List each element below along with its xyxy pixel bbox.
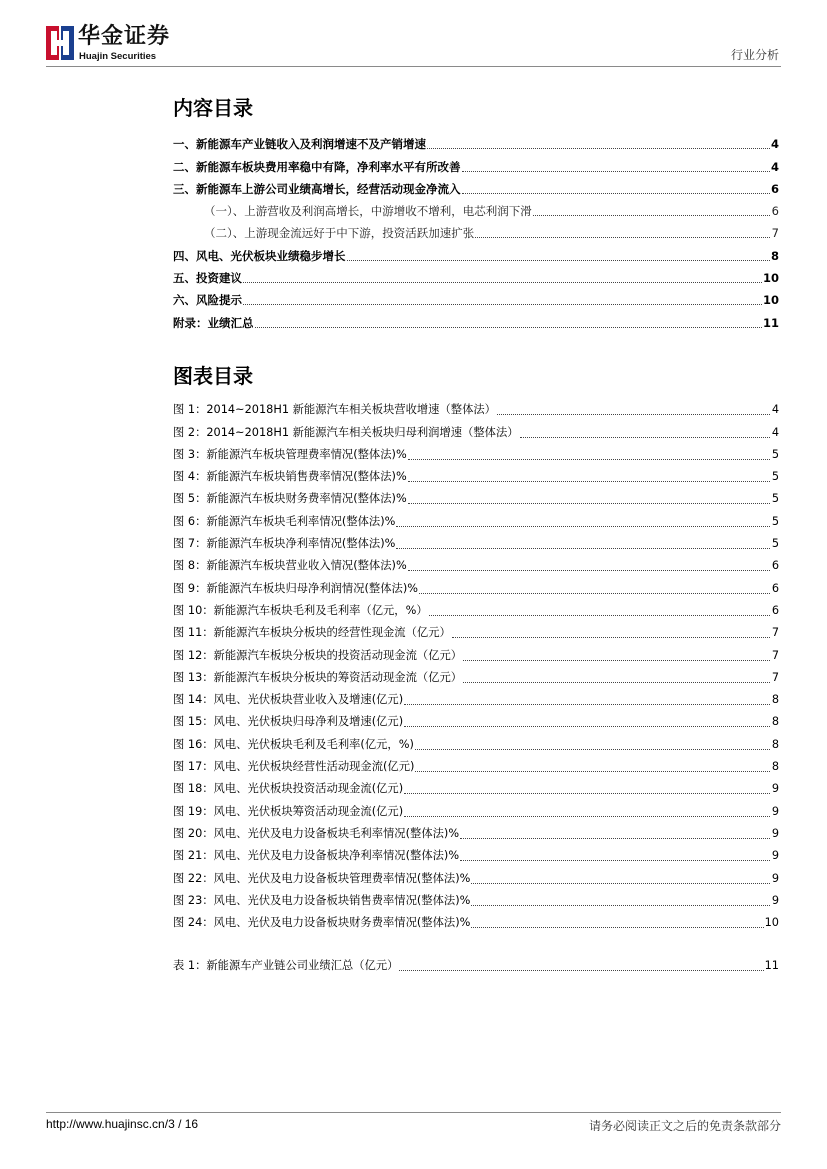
toc-entry[interactable] xyxy=(173,796,779,818)
toc-entry[interactable] xyxy=(173,529,779,551)
toc-entry-label: 图 18：风电、光伏板块投资活动现金流(亿元) xyxy=(173,782,404,796)
toc-entry-page: 11 xyxy=(764,959,779,973)
toc-entry[interactable] xyxy=(173,819,779,841)
toc-entry[interactable] xyxy=(173,484,779,506)
dot-leader xyxy=(399,961,763,971)
toc-entry[interactable] xyxy=(173,663,779,685)
footer-divider xyxy=(46,1112,781,1113)
toc-entry[interactable] xyxy=(173,640,779,662)
toc-entry-label: 图 14：风电、光伏板块营业收入及增速(亿元) xyxy=(173,693,404,707)
toc-entry-label: 图 13：新能源汽车板块分板块的筹资活动现金流（亿元） xyxy=(173,670,463,684)
toc-entry-page: 4 xyxy=(771,425,779,439)
toc-entry[interactable] xyxy=(173,263,779,285)
toc-entry-page: 5 xyxy=(771,447,779,461)
toc-entry[interactable] xyxy=(173,573,779,595)
toc-entry-page: 9 xyxy=(771,849,779,863)
toc-entry[interactable] xyxy=(173,729,779,751)
dot-leader xyxy=(475,228,770,238)
toc-entry[interactable] xyxy=(173,774,779,796)
toc-entry[interactable] xyxy=(173,618,779,640)
toc-entry-label: 三、新能源车上游公司业绩高增长，经营活动现金净流入 xyxy=(173,181,461,196)
dot-leader xyxy=(497,405,770,415)
toc-entry[interactable] xyxy=(173,841,779,863)
logo-english-name: Huajin Securities xyxy=(79,51,157,62)
toc-entry[interactable] xyxy=(173,752,779,774)
toc-entry-label: （一）、上游营收及利润高增长，中游增收不增利，电芯利润下滑 xyxy=(204,204,532,219)
toc-entry-label: 图 17：风电、光伏板块经营性活动现金流(亿元) xyxy=(173,760,415,774)
toc-entry[interactable] xyxy=(173,863,779,885)
toc-entry-label: 图 1：2014~2018H1 新能源汽车相关板块营收增速（整体法） xyxy=(173,403,496,417)
page-number: 3 / 16 xyxy=(168,1117,199,1131)
toc-entry-label: 图 23：风电、光伏及电力设备板块销售费率情况(整体法)% xyxy=(173,893,471,907)
toc-entry-page: 6 xyxy=(771,559,779,573)
toc-entry[interactable] xyxy=(173,707,779,729)
dot-leader xyxy=(243,273,762,283)
toc-entry-label: 图 15：风电、光伏板块归母净利及增速(亿元) xyxy=(173,715,404,729)
toc-entry[interactable] xyxy=(173,685,779,707)
toc-entry-page: 5 xyxy=(771,537,779,551)
dot-leader xyxy=(460,851,770,861)
toc-entry-page: 8 xyxy=(771,693,779,707)
toc-entry-page: 5 xyxy=(771,514,779,528)
toc-entry-page: 7 xyxy=(771,626,779,640)
toc-entry-label: 图 8：新能源汽车板块营业收入情况(整体法)% xyxy=(173,559,407,573)
toc-entry-label: 图 20：风电、光伏及电力设备板块毛利率情况(整体法)% xyxy=(173,826,460,840)
toc-entry-label: 图 12：新能源汽车板块分板块的投资活动现金流（亿元） xyxy=(173,648,463,662)
toc-entry[interactable] xyxy=(173,196,779,218)
toc-entry-page: 7 xyxy=(771,648,779,662)
toc-entry-page: 7 xyxy=(771,226,779,241)
report-category: 行业分析 xyxy=(730,48,779,62)
toc-entry-label: 图 19：风电、光伏板块筹资活动现金流(亿元) xyxy=(173,804,404,818)
toc-entry[interactable] xyxy=(173,218,779,240)
toc-entry-page: 9 xyxy=(771,826,779,840)
tables-list xyxy=(173,951,779,973)
dot-leader xyxy=(463,651,770,661)
toc-entry-page: 5 xyxy=(771,492,779,506)
toc-entry[interactable] xyxy=(173,462,779,484)
toc-entry-label: 六、风险提示 xyxy=(173,293,242,308)
dot-leader xyxy=(471,918,763,928)
toc-entry[interactable] xyxy=(173,285,779,307)
toc-entry-page: 4 xyxy=(770,159,779,174)
figures-list xyxy=(173,395,779,930)
dot-leader xyxy=(415,740,770,750)
dot-leader xyxy=(408,472,770,482)
toc-entry[interactable] xyxy=(173,240,779,262)
toc-entry[interactable] xyxy=(173,417,779,439)
toc-entry-page: 6 xyxy=(771,603,779,617)
toc-entry-page: 6 xyxy=(770,181,779,196)
toc-entry-page: 9 xyxy=(771,871,779,885)
toc-entry[interactable] xyxy=(173,307,779,329)
toc-entry-page: 6 xyxy=(771,581,779,595)
toc-entry-label: 一、新能源车产业链收入及利润增速不及产销增速 xyxy=(173,137,426,152)
dot-leader xyxy=(404,717,770,727)
toc-entry-page: 6 xyxy=(771,204,779,219)
footer-disclaimer: 请务必阅读正文之后的免责条款部分 xyxy=(588,1119,781,1133)
toc-entry-label: 图 24：风电、光伏及电力设备板块财务费率情况(整体法)% xyxy=(173,916,471,930)
dot-leader xyxy=(255,318,762,328)
toc-entry-label: 图 21：风电、光伏及电力设备板块净利率情况(整体法)% xyxy=(173,849,460,863)
toc-entry[interactable] xyxy=(173,395,779,417)
toc-entry-label: 图 11：新能源汽车板块分板块的经营性现金流（亿元） xyxy=(173,626,451,640)
dot-leader xyxy=(419,584,770,594)
toc-entry-label: 图 4：新能源汽车板块销售费率情况(整体法)% xyxy=(173,470,407,484)
toc-entry-label: 图 7：新能源汽车板块净利率情况(整体法)% xyxy=(173,537,396,551)
toc-entry-label: 二、新能源车板块费用率稳中有降，净利率水平有所改善 xyxy=(173,159,461,174)
toc-entry[interactable] xyxy=(173,440,779,462)
toc-entry-label: 五、投资建议 xyxy=(173,271,242,286)
contents-title: 内容目录 xyxy=(173,96,253,120)
toc-entry-page: 11 xyxy=(762,315,779,330)
toc-entry-label: 图 16：风电、光伏板块毛利及毛利率(亿元，%) xyxy=(173,737,414,751)
toc-entry-label: 图 2：2014~2018H1 新能源汽车相关板块归母利润增速（整体法） xyxy=(173,425,519,439)
dot-leader xyxy=(463,673,770,683)
dot-leader xyxy=(462,184,770,194)
logo-chinese-name: 华金证券 xyxy=(78,24,171,49)
toc-entry-label: （二）、上游现金流远好于中下游，投资活跃加速扩张 xyxy=(204,226,475,241)
website-link[interactable]: http://www.huajinsc.cn/ xyxy=(46,1117,169,1131)
toc-entry-label: 表 1：新能源车产业链公司业绩汇总（亿元） xyxy=(173,959,399,973)
dot-leader xyxy=(533,206,770,216)
contents-list xyxy=(173,129,779,330)
toc-entry-page: 8 xyxy=(770,248,779,263)
dot-leader xyxy=(471,896,770,906)
dot-leader xyxy=(462,162,770,172)
toc-entry-label: 附录：业绩汇总 xyxy=(173,315,254,330)
toc-entry-label: 图 3：新能源汽车板块管理费率情况(整体法)% xyxy=(173,447,407,461)
toc-entry[interactable] xyxy=(173,908,779,930)
dot-leader xyxy=(452,628,770,638)
toc-entry-label: 图 6：新能源汽车板块毛利率情况(整体法)% xyxy=(173,514,396,528)
toc-entry[interactable] xyxy=(173,551,779,573)
toc-entry-label: 图 10：新能源汽车板块毛利及毛利率（亿元，%） xyxy=(173,603,428,617)
page-header xyxy=(46,22,781,66)
toc-entry-page: 10 xyxy=(764,916,779,930)
dot-leader xyxy=(396,517,770,527)
dot-leader xyxy=(460,829,770,839)
toc-entry[interactable] xyxy=(173,174,779,196)
dot-leader xyxy=(347,251,770,261)
toc-entry-page: 8 xyxy=(771,760,779,774)
toc-entry-label: 图 9：新能源汽车板块归母净利润情况(整体法)% xyxy=(173,581,418,595)
toc-entry[interactable] xyxy=(173,951,779,973)
toc-entry-label: 图 5：新能源汽车板块财务费率情况(整体法)% xyxy=(173,492,407,506)
dot-leader xyxy=(404,784,770,794)
dot-leader xyxy=(408,450,770,460)
toc-entry-page: 5 xyxy=(771,470,779,484)
dot-leader xyxy=(243,295,762,305)
dot-leader xyxy=(404,695,770,705)
toc-entry[interactable] xyxy=(173,151,779,173)
toc-entry-page: 4 xyxy=(770,137,779,152)
toc-entry-page: 8 xyxy=(771,737,779,751)
toc-entry-page: 4 xyxy=(771,403,779,417)
toc-entry-page: 9 xyxy=(771,893,779,907)
dot-leader xyxy=(520,428,770,438)
footer-url-page xyxy=(46,1117,198,1131)
toc-entry-page: 9 xyxy=(771,804,779,818)
dot-leader xyxy=(408,494,770,504)
toc-entry-page: 10 xyxy=(762,293,779,308)
huajin-logo-icon xyxy=(46,26,74,60)
toc-entry[interactable] xyxy=(173,129,779,151)
dot-leader xyxy=(404,807,770,817)
toc-entry-page: 9 xyxy=(771,782,779,796)
dot-leader xyxy=(427,139,770,149)
toc-entry-label: 四、风电、光伏板块业绩稳步增长 xyxy=(173,248,346,263)
dot-leader xyxy=(408,561,770,571)
toc-entry[interactable] xyxy=(173,886,779,908)
dot-leader xyxy=(415,762,770,772)
toc-entry[interactable] xyxy=(173,596,779,618)
dot-leader xyxy=(429,606,770,616)
dot-leader xyxy=(471,874,770,884)
dot-leader xyxy=(396,539,770,549)
header-divider xyxy=(46,66,781,67)
figures-title: 图表目录 xyxy=(173,364,253,388)
toc-entry-page: 7 xyxy=(771,670,779,684)
toc-entry-page: 8 xyxy=(771,715,779,729)
toc-entry-page: 10 xyxy=(762,271,779,286)
toc-entry-label: 图 22：风电、光伏及电力设备板块管理费率情况(整体法)% xyxy=(173,871,471,885)
toc-entry[interactable] xyxy=(173,506,779,528)
